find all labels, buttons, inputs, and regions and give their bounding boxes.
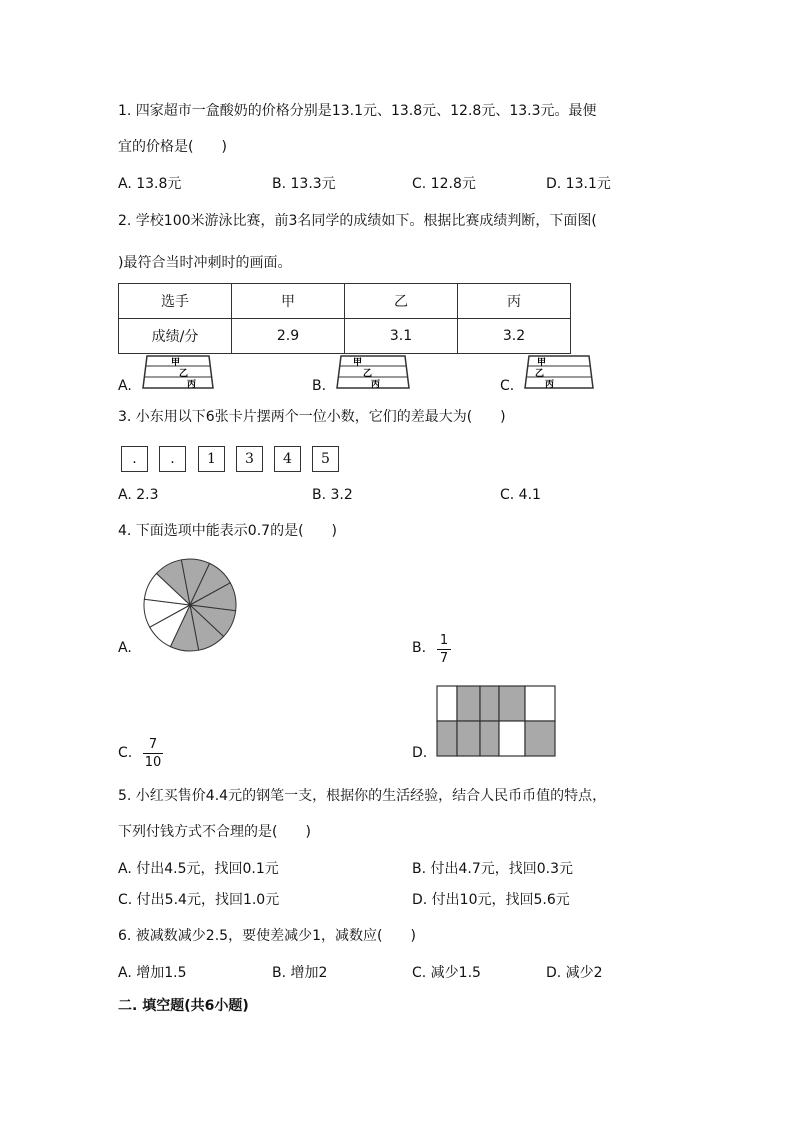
q4-option-d[interactable]: D.: [412, 745, 428, 761]
swim-lanes-c-icon: [525, 354, 593, 390]
swimmer-label: 甲: [353, 358, 363, 368]
grid-cell: [437, 686, 457, 721]
q4-option-c[interactable]: C.: [118, 745, 133, 761]
fraction-bar: [143, 753, 163, 754]
table-header-cell: 选手: [119, 284, 232, 319]
q1-option-d[interactable]: D. 13.1元: [546, 176, 611, 192]
grid-cell: [499, 721, 525, 756]
swimmer-label: 丙: [371, 380, 381, 390]
q5-option-a[interactable]: A. 付出4.5元，找回0.1元: [118, 861, 279, 877]
q4-stem: 4. 下面选项中能表示0.7的是( ): [118, 523, 337, 539]
q5-stem-line2: 下列付钱方式不合理的是( ): [118, 824, 311, 840]
q1-stem-line2: 宜的价格是( ): [118, 139, 227, 155]
number-card: 4: [274, 446, 301, 472]
q4-option-b[interactable]: B.: [412, 640, 427, 656]
number-card: .: [159, 446, 186, 472]
q2-option-a[interactable]: A.: [118, 378, 132, 394]
q6-option-a[interactable]: A. 增加1.5: [118, 965, 187, 981]
q2-option-c[interactable]: C.: [500, 378, 515, 394]
grid-cell: [480, 721, 499, 756]
swimmer-label: 丙: [187, 380, 197, 390]
q2-option-b[interactable]: B.: [312, 378, 327, 394]
q4-option-a[interactable]: A.: [118, 640, 132, 656]
q1-option-b[interactable]: B. 13.3元: [272, 176, 336, 192]
q2-stem-line2: )最符合当时冲刺时的画面。: [118, 255, 292, 271]
grid-cell: [437, 721, 457, 756]
grid-cell: [525, 721, 555, 756]
number-card: 5: [312, 446, 339, 472]
q5-stem-line1: 5. 小红买售价4.4元的钢笔一支，根据你的生活经验，结合人民币币值的特点，: [118, 788, 607, 804]
swimmer-label: 乙: [179, 369, 189, 379]
pie-diagram: [143, 558, 239, 654]
q6-option-c[interactable]: C. 减少1.5: [412, 965, 481, 981]
q6-stem: 6. 被减数减少2.5，要使差减少1，减数应( ): [118, 928, 416, 944]
q3-stem: 3. 小东用以下6张卡片摆两个一位小数，它们的差最大为( ): [118, 409, 506, 425]
fraction-denominator: 10: [144, 755, 162, 770]
table-cell: 3.2: [458, 319, 571, 354]
q2-stem-line1: 2. 学校100米游泳比赛，前3名同学的成绩如下。根据比赛成绩判断，下面图(: [118, 213, 597, 229]
q5-option-d[interactable]: D. 付出10元，找回5.6元: [412, 892, 570, 908]
grid-diagram: [437, 686, 555, 756]
q1-option-a[interactable]: A. 13.8元: [118, 176, 182, 192]
swimmer-label: 乙: [535, 369, 545, 379]
swimmer-label: 甲: [171, 358, 181, 368]
grid-cell: [480, 686, 499, 721]
fraction-seven-tenths: [143, 737, 163, 770]
fraction-denominator: 7: [439, 651, 449, 666]
fraction-one-seventh: [437, 633, 451, 666]
fraction-numerator: 7: [148, 737, 158, 752]
fraction-numerator: 1: [439, 633, 449, 648]
table-row: [119, 319, 571, 354]
table-cell: 成绩/分: [119, 319, 232, 354]
table-cell: 2.9: [232, 319, 345, 354]
table-cell: 3.1: [345, 319, 458, 354]
table-header-cell: 甲: [232, 284, 345, 319]
grid-cell: [457, 721, 480, 756]
swimmer-label: 丙: [545, 380, 555, 390]
grid-cell: [457, 686, 480, 721]
table-header-cell: 丙: [458, 284, 571, 319]
swim-lanes-b-icon: [337, 354, 409, 390]
q3-option-c[interactable]: C. 4.1: [500, 487, 541, 503]
q6-option-b[interactable]: B. 增加2: [272, 965, 328, 981]
q5-option-b[interactable]: B. 付出4.7元，找回0.3元: [412, 861, 574, 877]
number-card: 3: [236, 446, 263, 472]
swimmer-label: 乙: [363, 369, 373, 379]
swim-lanes-a-icon: [143, 354, 213, 390]
number-card: .: [121, 446, 148, 472]
number-card: 1: [198, 446, 225, 472]
grid-cell: [525, 686, 555, 721]
section-title: 二. 填空题(共6小题): [118, 998, 249, 1014]
q1-option-c[interactable]: C. 12.8元: [412, 176, 476, 192]
fraction-bar: [437, 649, 451, 650]
swimmer-label: 甲: [537, 358, 547, 368]
q1-stem-line1: 1. 四家超市一盒酸奶的价格分别是13.1元、13.8元、12.8元、13.3元。最便: [118, 103, 597, 119]
score-table: [118, 283, 571, 354]
grid-cell: [499, 686, 525, 721]
table-header-cell: 乙: [345, 284, 458, 319]
q3-option-b[interactable]: B. 3.2: [312, 487, 353, 503]
q6-option-d[interactable]: D. 减少2: [546, 965, 603, 981]
table-row: [119, 284, 571, 319]
q3-option-a[interactable]: A. 2.3: [118, 487, 159, 503]
q5-option-c[interactable]: C. 付出5.4元，找回1.0元: [118, 892, 280, 908]
